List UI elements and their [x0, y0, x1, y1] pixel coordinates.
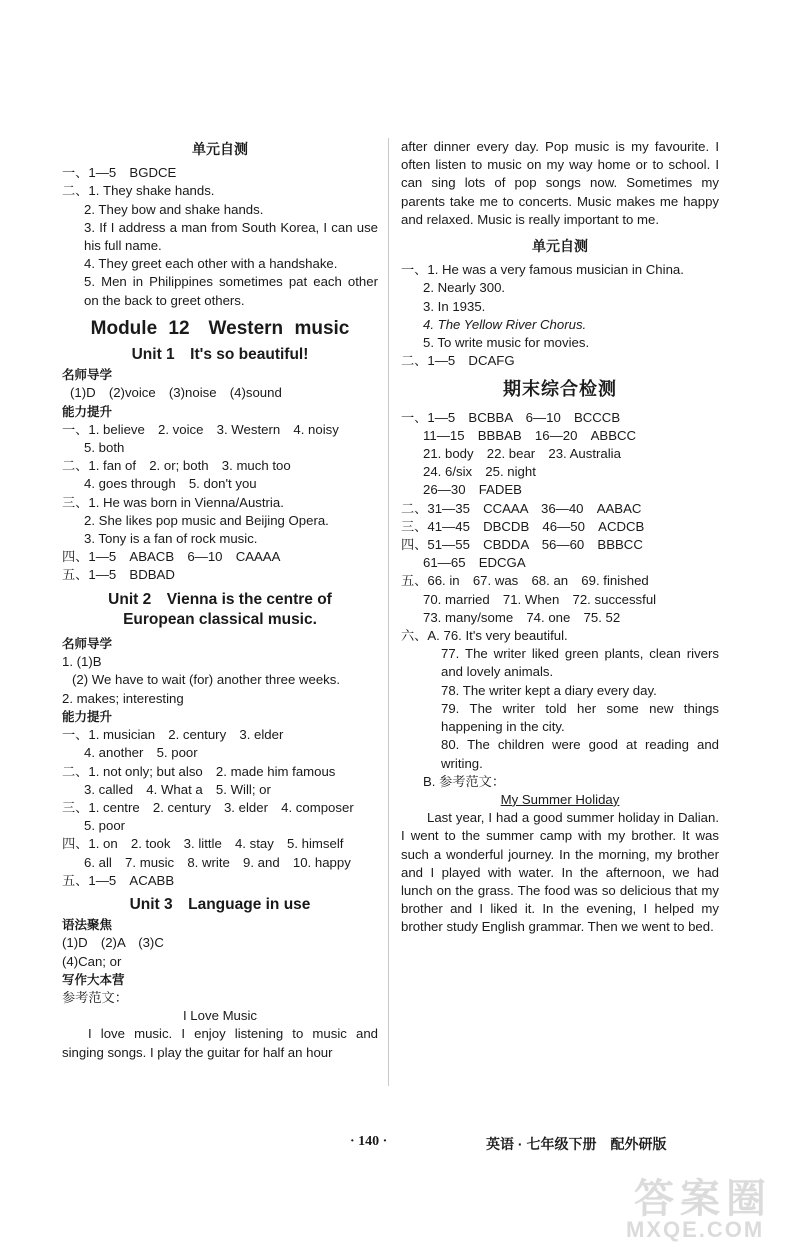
module-title: Module 12 Western music — [90, 317, 350, 339]
answer-line: 3. Tony is a fan of rock music. — [84, 531, 258, 547]
section-label: 写作大本营 — [62, 972, 125, 987]
answer-line: 2. They bow and shake hands. — [84, 201, 264, 217]
answer-line: 77. The writer liked green plants, clean rivers and lovely animals. — [441, 646, 719, 680]
answer-line: 73. many/some 74. one 75. 52 — [423, 609, 621, 625]
answer-line: (4)Can; or — [62, 953, 122, 969]
watermark-text: 答案圈 — [634, 1177, 772, 1221]
section-label: 名师导学 — [62, 637, 113, 652]
answer-line: 78. The writer kept a diary every day. — [441, 682, 657, 698]
answer-line: 80. The children were good at reading and writing. — [441, 737, 719, 771]
answer-line: 5. To write music for movies. — [423, 335, 590, 351]
answer-line: 四、51—55 CBDDA 56—60 BBBCC — [401, 537, 643, 553]
answer-line: 四、1. on 2. took 3. little 4. stay 5. himself — [62, 836, 344, 852]
answer-line: 一、1. He was a very famous musician in China. — [401, 262, 684, 278]
answer-line: 4. The Yellow River Chorus. — [423, 316, 587, 332]
page-number: · 140 · — [350, 1134, 388, 1149]
answer-line: 一、1—5 BGDCE — [62, 165, 177, 181]
right-column — [401, 138, 719, 937]
answer-line: 二、1. not only; but also 2. made him famous — [62, 763, 336, 779]
unit-title: Unit 2 Vienna is the centre of — [108, 590, 332, 608]
answer-line: 5. Men in Philippines sometimes pat each other on the back to greet others. — [84, 274, 378, 308]
answer-line: 一、1. believe 2. voice 3. Western 4. noisy — [62, 421, 339, 437]
answer-line: 3. If I address a man from South Korea, I can use his full name. — [84, 219, 378, 254]
answer-line: 79. The writer told her some new things happening in the city. — [441, 700, 719, 735]
answer-line: 五、66. in 67. was 68. an 69. finished — [401, 573, 649, 589]
answer-line: 二、31—35 CCAAA 36—40 AABAC — [401, 500, 642, 516]
answer-line: 5. both — [84, 440, 125, 456]
essay-title: I Love Music — [182, 1008, 258, 1024]
answer-line: 一、1—5 BCBBA 6—10 BCCCB — [401, 409, 621, 425]
answer-line: 2. She likes pop music and Beijing Opera. — [84, 512, 329, 528]
answer-line: 五、1—5 ACABB — [62, 872, 175, 888]
watermark-logo — [614, 1167, 794, 1247]
answer-line: 一、1. musician 2. century 3. elder — [62, 727, 284, 743]
answer-line: 五、1—5 BDBAD — [62, 567, 175, 583]
answer-line: 六、A. 76. It's very beautiful. — [401, 628, 568, 644]
sample-essay-label: B. 参考范文： — [423, 773, 506, 789]
answer-line: 2. Nearly 300. — [423, 280, 506, 296]
watermark-url: MXQE.COM — [626, 1217, 765, 1242]
answer-line: 6. all 7. music 8. write 9. and 10. happy — [84, 854, 351, 870]
answer-line: 四、1—5 ABACB 6—10 CAAAA — [62, 549, 281, 565]
answer-line: 70. married 71. When 72. successful — [423, 591, 657, 607]
answer-line: 5. poor — [84, 818, 126, 834]
answer-line: (1)D (2)voice (3)noise (4)sound — [70, 385, 282, 401]
answer-line: 二、1. fan of 2. or; both 3. much too — [62, 458, 291, 474]
answer-line: (1)D (2)A (3)C — [62, 935, 164, 951]
answer-line: 3. called 4. What a 5. Will; or — [84, 781, 271, 797]
answer-line: 三、41—45 DBCDB 46—50 ACDCB — [401, 518, 645, 534]
section-label: 能力提升 — [62, 709, 113, 724]
left-column — [62, 138, 378, 1062]
answer-line: 4. another 5. poor — [84, 745, 198, 761]
answer-line: 4. goes through 5. don't you — [84, 476, 257, 492]
essay-paragraph: I love music. I enjoy listening to music and singing songs. I play the guitar for half an hour — [62, 1026, 378, 1060]
book-title: 英语 · 七年级下册 配外研版 — [486, 1136, 667, 1152]
answer-line: (2) We have to wait (for) another three weeks. — [72, 672, 341, 688]
answer-line: 11—15 BBBAB 16—20 ABBCC — [423, 427, 637, 443]
answer-line: 21. body 22. bear 23. Australia — [423, 446, 621, 462]
answer-line: 三、1. He was born in Vienna/Austria. — [62, 494, 284, 510]
section-label: 能力提升 — [62, 404, 113, 419]
answer-line: 24. 6/six 25. night — [423, 464, 536, 480]
column-divider — [388, 138, 389, 1086]
essay-paragraph-continued: after dinner every day. Pop music is my favourite. I often listen to music on my way home or to school. I can sing lots of pop songs now. Sometimes my parents take me to concerts. Music makes me happy and relaxed. Music is really important to me. — [401, 139, 719, 227]
answer-line: 二、1. They shake hands. — [62, 183, 215, 199]
answer-line: 三、1. centre 2. century 3. elder 4. composer — [62, 799, 354, 815]
answer-line: 4. They greet each other with a handshake. — [84, 256, 338, 272]
answer-line: 2. makes; interesting — [62, 690, 184, 706]
unit-title: Unit 1 It's so beautiful! — [131, 346, 309, 364]
unit-title: Unit 3 Language in use — [129, 895, 311, 913]
answer-line: 26—30 FADEB — [423, 482, 522, 498]
answer-line: 61—65 EDCGA — [423, 555, 526, 571]
unit-test-heading: 单元自测 — [532, 238, 588, 255]
unit-title-continued: European classical music. — [123, 610, 317, 628]
final-exam-heading: 期末综合检测 — [503, 379, 617, 400]
section-label: 名师导学 — [62, 368, 113, 383]
section-label: 语法聚焦 — [62, 918, 113, 933]
answer-line: 二、1—5 DCAFG — [401, 353, 515, 369]
sample-essay-label: 参考范文： — [62, 989, 128, 1005]
answer-line: 3. In 1935. — [423, 298, 486, 314]
essay-paragraph: Last year, I had a good summer holiday in Dalian. I went to the summer camp with my brother. It was such a wonderful journey. In the morning, my brother and I played with water. In the afternoon, we had lunch on the grass. The food was so delicious that my brother and I liked it. In the evening, I helped my brother study English grammar. Then we went to bed. — [401, 810, 719, 935]
answer-line: 1. (1)B — [62, 654, 102, 670]
essay-title: My Summer Holiday — [500, 791, 620, 807]
unit-test-heading: 单元自测 — [192, 141, 248, 157]
